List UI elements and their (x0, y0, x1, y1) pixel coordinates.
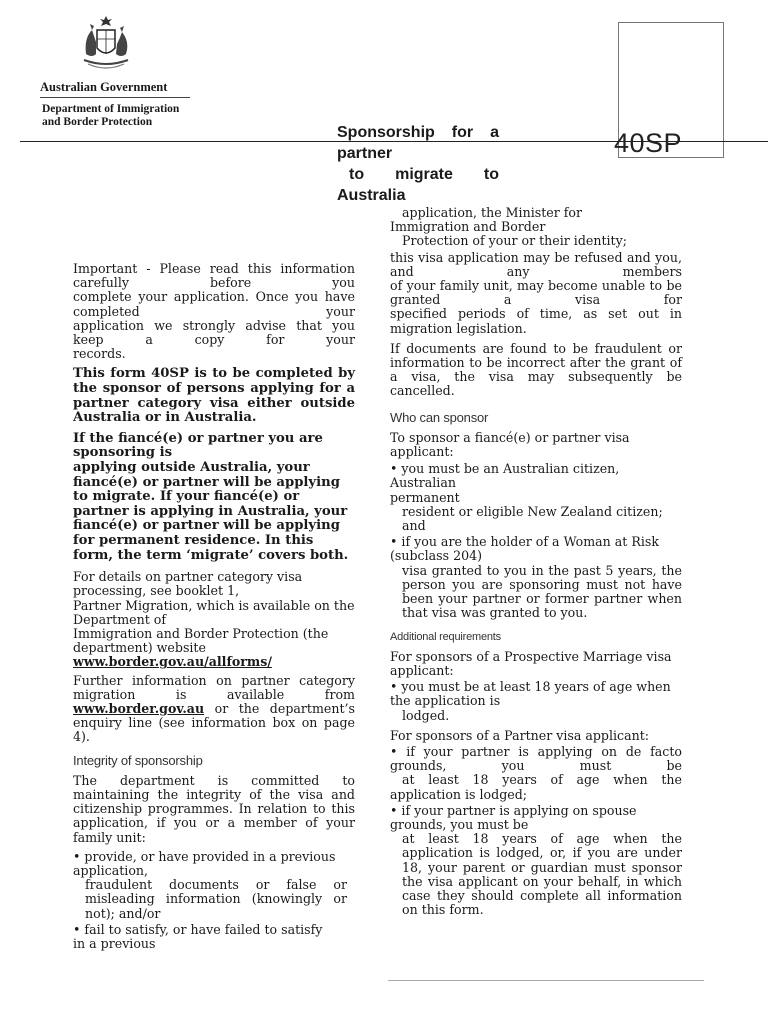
right-column (390, 206, 682, 917)
list-item: • if your partner is applying on de facto grounds, you must be at least 18 years of age when the application is lodged; (390, 743, 682, 802)
list-item: • if your partner is applying on spouse grounds, you must be at least 18 years of age when the application is lodged, or, if you are under 18, your parent or guardian must sponsor the visa applicant on your behalf, in which case they should complete all information on this form. (390, 802, 682, 918)
title-line: partner (337, 145, 393, 162)
coat-of-arms-icon (78, 14, 134, 76)
who-can-sponsor-heading: Who can sponsor (390, 409, 489, 425)
title-line: Australia (337, 187, 406, 204)
prospective-marriage-intro: For sponsors of a Prospective Marriage visa applicant: (390, 648, 672, 678)
government-title: Australian Government (40, 80, 168, 94)
continued-text: application, the Minister for Immigration and Border Protection of your or their identity; (390, 205, 627, 249)
list-item: • provide, or have provided in a previous application, fraudulent documents or false or misleading information (knowingly or not); and/or (73, 848, 347, 921)
important-notice: Important - Please read this information carefully before you complete your application. Once you have completed your application we strongly advise that you keep a copy for your records. (73, 261, 355, 362)
left-column (73, 262, 355, 951)
list-item: • if you are the holder of a Woman at Risk (subclass 204) visa granted to you in the past 5 years, the person you are sponsoring must not have been your partner or former partner when that visa was granted to you. (390, 534, 682, 621)
cancellation-para: If documents are found to be fraudulent or information to be incorrect after the grant of a visa, the visa may subsequently be cancelled. (390, 340, 682, 399)
list-item: • you must be an Australian citizen, Australian permanent resident or eligible New Zealand citizen; and (390, 461, 663, 534)
footer-rule (388, 980, 704, 981)
integrity-heading: Integrity of sponsorship (73, 752, 203, 768)
title-line: Sponsorship for a (337, 124, 499, 141)
header-rule (20, 141, 768, 142)
integrity-para: The department is committed to maintaining the integrity of the visa and citizenship programmes. In relation to this application, if you or a member of your family unit: (73, 772, 355, 845)
form-title (337, 122, 499, 206)
form-number: 40SP (614, 128, 683, 158)
list-item: • fail to satisfy, or have failed to satisfy in a previous (73, 921, 323, 952)
who-intro: To sponsor a fiancé(e) or partner visa applicant: (390, 429, 630, 460)
allforms-link[interactable]: www.border.gov.au/allforms/ (73, 654, 272, 670)
migrate-definition: If the fiancé(e) or partner you are sponsoring is applying outside Australia, your fiancé(e) or partner will be applying to migrate. If your fiancé(e) or partner is applying in Australia, your fiancé(e) or partner will be applying for permanent residence. In this form, the term ‘migrate’ covers both. (73, 430, 349, 563)
form-purpose: This form 40SP is to be completed by the sponsor of persons applying for a partner category visa either outside Australia or in Australia. (73, 366, 355, 426)
additional-requirements-heading: Additional requirements (390, 631, 501, 644)
partner-visa-intro: For sponsors of a Partner visa applicant: (390, 727, 650, 743)
title-line: to migrate to (349, 166, 499, 183)
further-info: Further information on partner category migration is available from www.border.gov.au or the department’s enquiry line (see information box on page 4). (73, 672, 355, 745)
divider (40, 97, 190, 98)
list-item: • you must be at least 18 years of age when the application is lodged. (390, 679, 671, 723)
refusal-para: this visa application may be refused and you, and any members of your family unit, may become unable to be granted a visa for specified periods of time, as set out in migration legislation. (390, 249, 682, 336)
border-link[interactable]: www.border.gov.au (73, 700, 205, 716)
department-name: Department of Immigration and Border Protection (42, 103, 180, 128)
details-para: For details on partner category visa processing, see booklet 1, Partner Migration, which is available on the Department of Immigration and Border Protection (the department) website www.border.gov.au/allforms/ (73, 569, 355, 670)
